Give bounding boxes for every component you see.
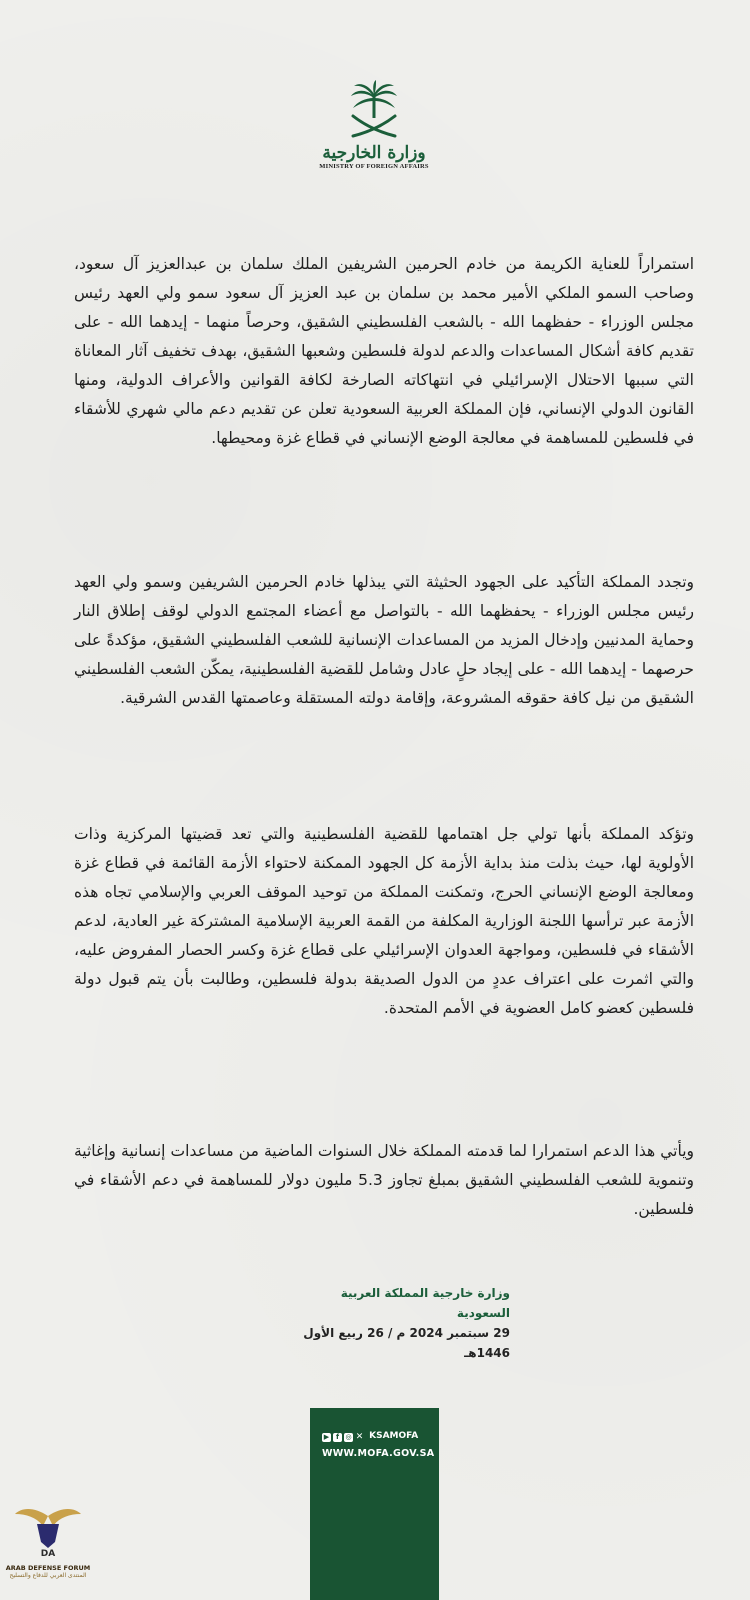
paragraph-4: ويأتي هذا الدعم استمرارا لما قدمته المملكة خلال السنوات الماضية من مساعدات إنسانية وإغاثية وتنموية للشعب الفلسطيني الشقيق بمبلغ تجاوز 5.3 مليون دولار للمساهمة في دعم الأشقاء في فلسطين. [74,1142,694,1218]
footer-box [310,1408,439,1600]
forum-subtitle: المنتدى العربي للدفاع والتسليح [9,1572,87,1579]
youtube-icon[interactable]: ▶ [323,1433,330,1441]
signature-date: 29 سبتمبر 2024 م / 26 ربيع الأول 1446هـ [303,1326,510,1360]
social-row [322,1431,418,1442]
x-icon[interactable]: ✕ [355,1432,364,1442]
logo-english-name: MINISTRY OF FOREIGN AFFAIRS [319,163,429,170]
website-link[interactable]: WWW.MOFA.GOV.SA [322,1448,435,1459]
instagram-icon[interactable]: ◎ [345,1433,352,1441]
forum-title: ARAB DEFENSE FORUM [5,1564,91,1572]
forum-watermark [4,1502,92,1598]
facebook-icon[interactable]: f [333,1433,342,1442]
logo-arabic-name: وزارة الخارجية [322,143,426,163]
signature-block [300,1283,510,1363]
social-handle: KSAMOFA [369,1431,419,1441]
signature-org: وزارة خارجية المملكة العربية السعودية [340,1286,510,1320]
forum-eagle-logo-icon [13,1502,83,1560]
ministry-logo [318,80,430,184]
paragraph-1: استمراراً للعناية الكريمة من خادم الحرمين الشريفين الملك سلمان بن عبدالعزيز آل سعود، وصاحب السمو الملكي الأمير محمد بن سلمان بن عبد العزيز آل سعود سمو ولي العهد رئيس مجلس الوزراء - حفظهما الله - بالشعب الفلسطيني الشقيق، وحرصاً منهما - إيدهما الله - على تقديم كافة أشكال المساعدات والدعم لدولة فلسطين وشعبها الشقيق، بهدف تخفيف آثار المعاناة التي سببها الاحتلال الإسرائيلي في انتهاكاته الصارخة لكافة القوانين والأعراف الدولية، ومنها القانون الدولي الإنساني، فإن المملكة العربية السعودية تعلن عن تقديم دعم مالي شهري للأشقاء في فلسطين للمساهمة في معالجة الوضع الإنساني في قطاع غزة ومحيطها. [74,255,694,447]
palm-swords-emblem-icon [343,80,405,142]
paragraph-2: وتجدد المملكة التأكيد على الجهود الحثيثة التي يبذلها خادم الحرمين الشريفين وسمو ولي العهد رئيس مجلس الوزراء - يحفظهما الله - بالتواصل مع أعضاء المجتمع الدولي لوقف إطلاق النار وحماية المدنيين وإدخال المزيد من المساعدات الإنسانية للشعب الفلسطيني الشقيق، مؤكدةً على حرصهما - إيدهما الله - على إيجاد حلٍ عادل وشامل للقضية الفلسطينية، يمكّن الشعب الفلسطيني الشقيق من نيل كافة حقوقه المشروعة، وإقامة دولته المستقلة وعاصمتها القدس الشرقية. [74,573,694,707]
forum-badge-text: DA [40,1549,56,1559]
paragraph-3: وتؤكد المملكة بأنها تولي جل اهتمامها للقضية الفلسطينية والتي تعد قضيتها المركزية وذات الأولوية لها، حيث بذلت منذ بداية الأزمة كل الجهود الممكنة لاحتواء الأزمة القائمة في قطاع غزة ومعالجة الوضع الإنساني الحرج، وتمكنت المملكة من توحيد الموقف العربي والإسلامي تجاه هذه الأزمة عبر ترأسها اللجنة الوزارية المكلفة من القمة العربية الإسلامية المشتركة غير العادية، لدعم الأشقاء في فلسطين، ومواجهة العدوان الإسرائيلي على قطاع غزة وكسر الحصار المفروض عليه، والتي اثمرت على اعتراف عددٍ من الدول الصديقة بدولة فلسطين، وطالبت بأن يتم قبول دولة فلسطين كعضو كامل العضوية في الأمم المتحدة. [74,825,694,1017]
